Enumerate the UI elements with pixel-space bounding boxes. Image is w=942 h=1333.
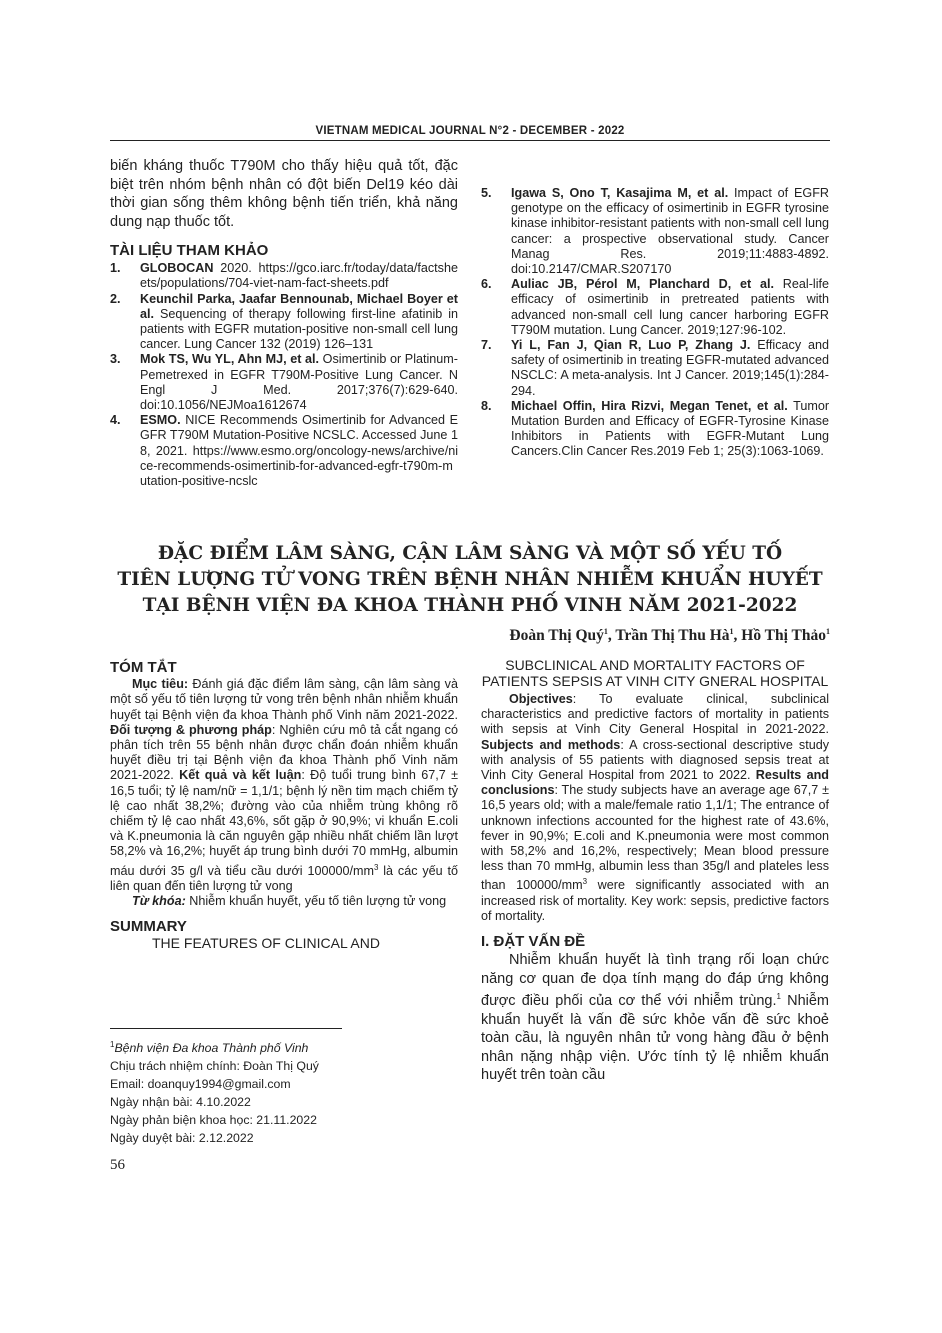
author-name: Trần Thị Thu Hà — [615, 627, 730, 645]
journal-header: VIETNAM MEDICAL JOURNAL N°2 - DECEMBER - 2022 — [315, 125, 625, 137]
author-affiliation-mark: 1 — [729, 627, 734, 636]
vn-abstract-heading: TÓM TẮT — [110, 659, 177, 676]
reference-number: 4. — [110, 413, 121, 428]
intro-heading: I. ĐẶT VẤN ĐỀ — [481, 933, 586, 951]
author-separator: , — [607, 627, 616, 645]
intro-text: Nhiễm khuẩn huyết là tình trạng rối loạn chức năng cơ quan đe dọa tính mạng do đáp ứng không được điều phối của cơ thể với nhiễm trùng. — [481, 952, 829, 1010]
footnote-email: Email: doanquy1994@gmail.com — [110, 1077, 291, 1092]
article-title — [110, 541, 830, 619]
article-title-line: TẠI BỆNH VIỆN ĐA KHOA THÀNH PHỐ VINH NĂM 2021-2022 — [142, 595, 798, 616]
reference-authors: Keunchil Parka, Jaafar Bennounab, Michael Boyer et al. — [140, 291, 458, 321]
reference-authors: Michael Offin, Hira Rizvi, Megan Tenet, et al. — [511, 398, 788, 413]
reference-item — [110, 292, 458, 353]
reference-item — [481, 186, 829, 277]
author-name: Hồ Thị Thảo — [741, 627, 826, 645]
author-affiliation-mark: 1 — [603, 627, 608, 636]
reference-item — [110, 261, 458, 291]
objective-text: Đánh giá đặc điểm lâm sàng, cận lâm sàng và một số yếu tố tiên lượng tử vong trên bệnh nhân nhiễm khuẩn huyết tại Bệnh viện đa khoa Thành phố Vinh năm 2021-2022. — [110, 677, 458, 722]
methods-label: Đối tượng & phương pháp — [110, 722, 272, 737]
reference-text: NICE Recommends Osimertinib for Advanced EGFR T790M Mutation-Positive NCSLC. Accessed June 18, 2021. https://www.esmo.org/oncology-news/archive/nice-recommends-osimertinib-for-advanced-egfr-t790m-mutation-positive-ncslc — [140, 413, 459, 489]
reference-number: 2. — [110, 291, 121, 306]
references-list-right — [481, 186, 829, 460]
footnote-rule — [110, 1028, 342, 1029]
reference-item — [481, 399, 829, 460]
reference-number: 5. — [481, 186, 492, 200]
author-separator: , — [733, 627, 742, 645]
author-list — [509, 627, 830, 645]
results-en-text: : The study subjects have an average age 67,7 ± 16,5 years old; with a male/female ratio 1,1/1; The entrance of unknown infections accounted for the highest rate of 43.6%, fever in 90,9%; E.coli and K.pneumonia were most common with 58,2% and 16,2%, respectively; Mean blood pressure less than 70 mmHg, albumin less than 35g/l and plateles less than 100000/mm — [481, 783, 829, 893]
footnote — [110, 1036, 460, 1147]
results-label: Kết quả và kết luận — [179, 768, 302, 783]
reference-item — [481, 277, 829, 338]
reference-text: Tumor Mutation Burden and Efficacy of EGFR-Tyrosine Kinase Inhibitors in Patients with EGFR-Mutant Lung Cancers.Clin Cancer Res.2019 Feb 1; 25(3):1063-1069. — [511, 398, 830, 459]
author-name: Đoàn Thị Quý — [509, 627, 604, 645]
reference-number: 6. — [481, 277, 492, 292]
reference-authors: Mok TS, Wu YL, Ahn MJ, et al. — [140, 352, 320, 367]
reference-text: Sequencing of therapy following first-line afatinib in patients with EGFR mutation-positive non-small cell lung cancer. Lung Cancer 132 (2019) 126–131 — [140, 306, 458, 352]
reference-item — [110, 413, 458, 489]
methods-text: : Nghiên cứu mô tả cắt ngang có phân tích trên 55 bệnh nhân được chẩn đoán nhiễm khuẩn huyết điều trị tại Bệnh viện đa khoa Thành phố Vinh năm 2021-2022. — [110, 722, 458, 783]
page-number: 56 — [110, 1157, 125, 1173]
affiliation-text: Bệnh viện Đa khoa Thành phố Vinh — [114, 1041, 309, 1056]
reference-authors: ESMO. — [140, 413, 181, 428]
objectives-text: : To evaluate clinical, subclinical characteristics and predictive factors of mortality in patients with sepsis at Vinh City General Hospital in 2021-2022. — [481, 692, 829, 737]
affiliation-mark: 1 — [110, 1040, 115, 1049]
intro-citation: 1 — [776, 992, 781, 1002]
intro-paragraph — [481, 951, 829, 1084]
keywords-label: Từ khóa: — [132, 894, 186, 909]
reference-text: Efficacy and safety of osimertinib in treating EGFR-mutated advanced NSCLC: A meta-analysis. Int J Cancer. 2019;145(1):284-294. — [511, 338, 829, 398]
reference-text: 2020. https://gco.iarc.fr/today/data/factsheets/populations/704-viet-nam-fact-sheets.pdf — [140, 261, 458, 291]
footnote-approved: Ngày duyệt bài: 2.12.2022 — [110, 1131, 254, 1146]
reference-number: 8. — [481, 398, 492, 413]
header-rule — [110, 140, 830, 141]
prev-article-left-column — [110, 157, 458, 489]
footnote-affiliation — [110, 1036, 460, 1057]
summary-heading: SUMMARY — [110, 918, 187, 936]
footnote-received: Ngày nhận bài: 4.10.2022 — [110, 1095, 251, 1110]
vn-abstract-body — [110, 677, 458, 894]
results-en-tail: were significantly associated with an increased risk of mortality. Key work: sepsis, predictive factors of mortality. — [481, 878, 830, 924]
results-en-superscript: 3 — [582, 877, 588, 887]
subjects-text: : A cross-sectional descriptive study with analysis of 55 patients with diagnosed sepsis treat at Vinh City General Hospital from 2021 to 2022. — [481, 737, 829, 783]
results-tail: là các yếu tố liên quan đến tiên lượng tử vong — [110, 863, 458, 894]
results-en-label: Results and conclusions — [481, 768, 830, 798]
objectives-label: Objectives — [509, 692, 573, 706]
reference-text: Osimertinib or Platinum-Pemetrexed in EGFR T790M-Positive Lung Cancer. N Engl J Med. 2017;376(7):629-640. doi:10.1056/NEJMoa1612674 — [140, 352, 458, 413]
references-list-left — [110, 261, 458, 489]
reference-authors: GLOBOCAN — [140, 261, 214, 276]
footnote-reviewed: Ngày phản biện khoa học: 21.11.2022 — [110, 1113, 317, 1128]
reference-number: 1. — [110, 261, 121, 276]
results-text: : Độ tuổi trung bình 67,7 ± 16,5 tuổi; tỷ lệ nam/nữ = 1,1/1; bệnh lý nền tim mạch chiếm tỷ lệ cao nhất 38,2%; đường vào của nhiễm trùng không rõ chiếm tỷ lệ cao nhất 43,6%, sốt gặp ở 90,9%; vi khuẩn E.coli và K.pneumonia là căn nguyên gặp nhiều nhất chiếm lần lượt 58,2% và 16,2%; huyết áp trung bình dưới 70 mmHg, albumin máu dưới 35 g/l và tiểu cầu dưới 100000/mm — [110, 768, 458, 878]
reference-item — [481, 338, 829, 399]
reference-text: Real-life efficacy of osimertinib in pretreated patients with advanced non-small cell lung cancer harboring EGFR T790M mutation. Lung Cancer. 2019;127:96-102. — [511, 277, 829, 337]
article-title-line: ĐẶC ĐIỂM LÂM SÀNG, CẬN LÂM SÀNG VÀ MỘT SỐ YẾU TỐ — [157, 543, 783, 564]
abstract-right-column — [481, 657, 829, 1085]
summary-title-part2: SUBCLINICAL AND MORTALITY FACTORS OF PATIENTS SEPSIS AT VINH CITY GNERAL HOSPITAL — [481, 657, 829, 689]
reference-authors: Auliac JB, Pérol M, Planchard D, et al. — [511, 277, 775, 292]
abstract-left-column — [110, 660, 458, 952]
reference-authors: Yi L, Fan J, Qian R, Luo P, Zhang J. — [511, 338, 751, 353]
references-heading: TÀI LIỆU THAM KHẢO — [110, 242, 269, 259]
subjects-label: Subjects and methods — [481, 737, 621, 752]
author-affiliation-mark: 1 — [826, 627, 830, 636]
prev-closing-paragraph: biến kháng thuốc T790M cho thấy hiệu quả tốt, đặc biệt trên nhóm bệnh nhân có đột biến Del19 kéo dài thời gian sống thêm không bệnh tiến triển, khả năng dung nạp thuốc tốt. — [110, 158, 458, 230]
footnote-responsible: Chịu trách nhiệm chính: Đoàn Thị Quý — [110, 1059, 319, 1074]
prev-article-right-column — [481, 186, 829, 460]
results-superscript: 3 — [373, 862, 379, 872]
reference-text: Impact of EGFR genotype on the efficacy of osimertinib in EGFR tyrosine kinase inhibitor-resistant patients with non-small cell lung cancer: a prospective observational study. Cancer Manag Res. 2019;11:4883-4892. doi:10.2147/CMAR.S207170 — [511, 186, 829, 277]
summary-title-part1: THE FEATURES OF CLINICAL AND — [152, 934, 380, 951]
reference-authors: Igawa S, Ono T, Kasajima M, et al. — [511, 186, 729, 200]
article-title-line: TIÊN LƯỢNG TỬ VONG TRÊN BỆNH NHÂN NHIỄM KHUẨN HUYẾT — [117, 569, 823, 590]
reference-number: 7. — [481, 338, 492, 353]
keywords-text: Nhiễm khuẩn huyết, yếu tố tiên lượng tử vong — [185, 894, 447, 909]
intro-text-continued: Nhiễm khuẩn huyết là vấn đề sức khỏe vấn đề sức khoẻ toàn cầu, là nguyên nhân tử vong hàng đầu ở bệnh nhân nặng nhập viện. Ước tính tỷ lệ nhiễm khuẩn huyết trên toàn cầu — [481, 993, 829, 1084]
summary-body — [481, 692, 829, 924]
reference-number: 3. — [110, 352, 121, 367]
vn-keywords — [110, 894, 458, 909]
objective-label: Mục tiêu: — [132, 677, 189, 692]
reference-item — [110, 352, 458, 413]
